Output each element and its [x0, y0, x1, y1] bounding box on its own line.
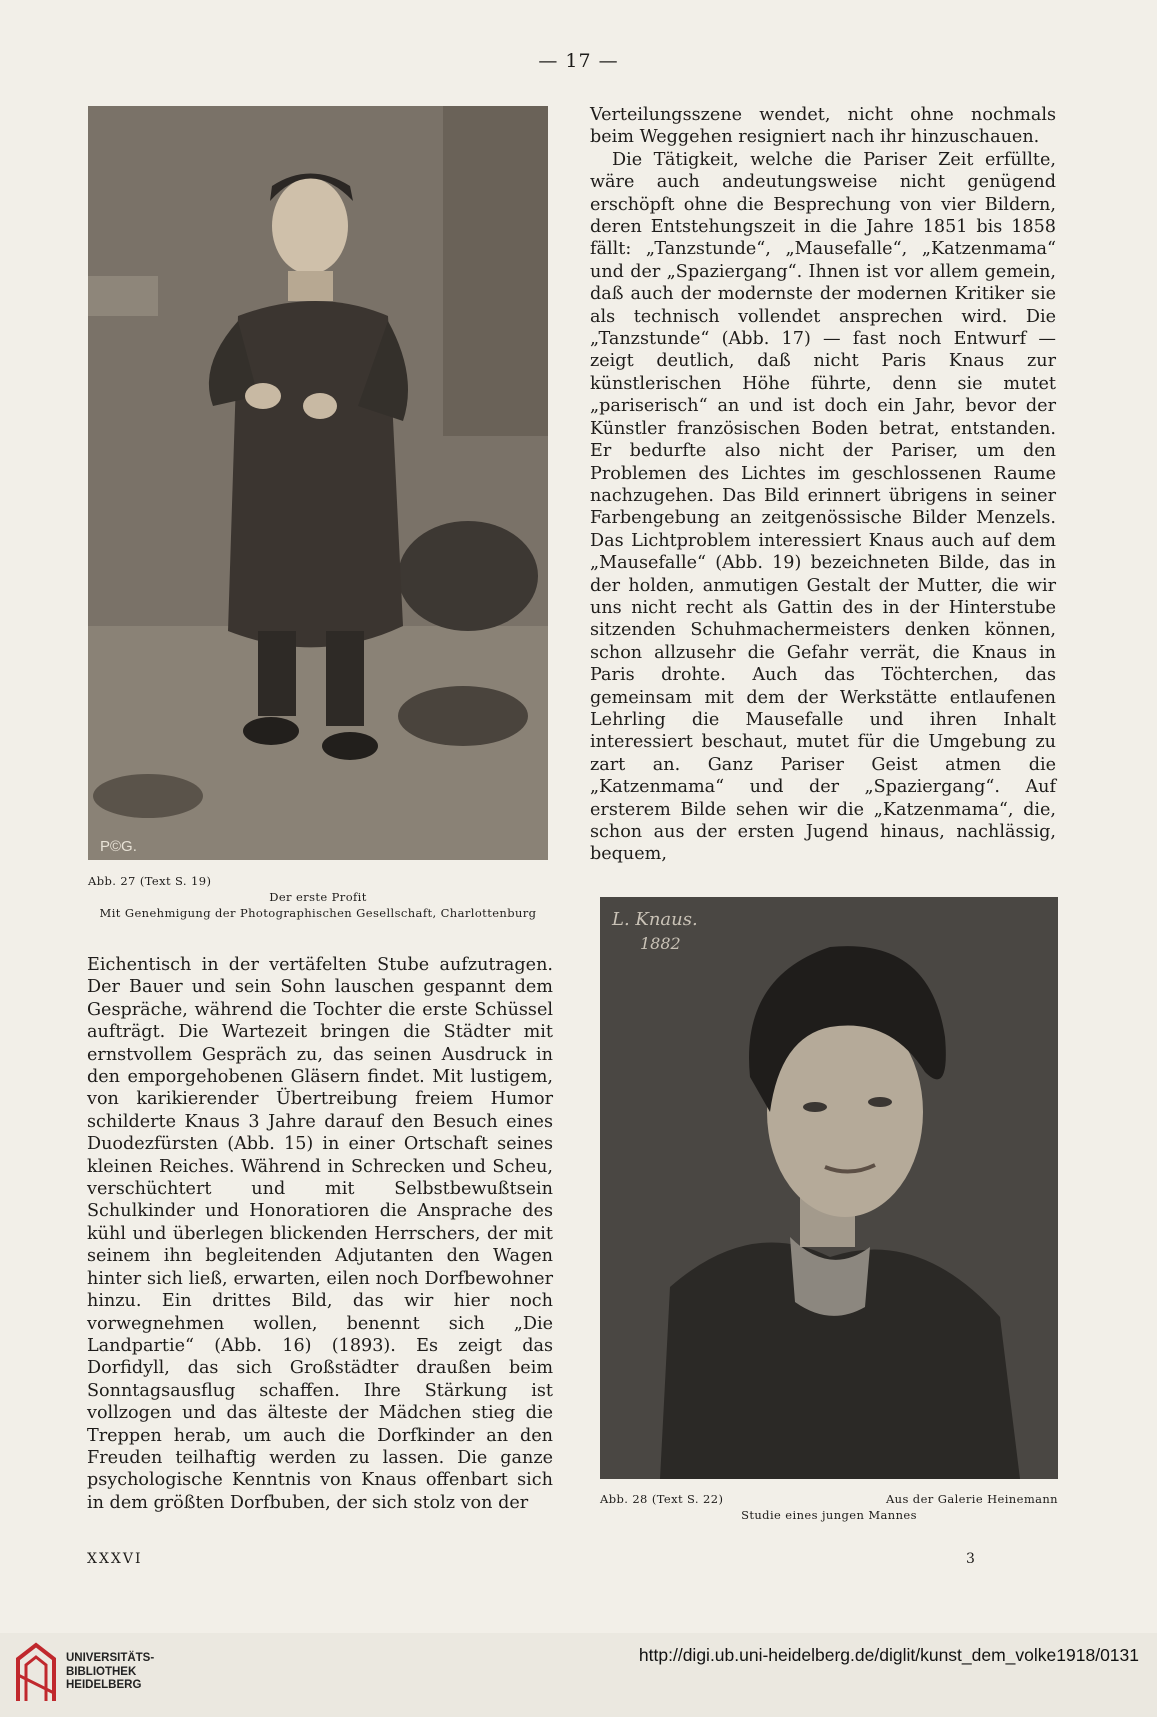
caption-figure-27: [88, 873, 548, 921]
caption-title-27: Der erste Profit: [269, 890, 367, 904]
inscription-name: L. Knaus.: [612, 909, 698, 930]
paragraph: Eichentisch in der vertäfelten Stube aufzutragen. Der Bauer und sein Sohn lauschen gespannt dem Gespräche, während die Tochter die erste Schüssel aufträgt. Die Wartezeit bringen die Städter mit ernstvollem Gespräch zu, das seinen Ausdruck in den emporgehobenen Gläsern findet. Mit lustigem, von karikierender Übertreibung freiem Humor schilderte Knaus 3 Jahre darauf den Besuch eines Duodezfürsten (Abb. 15) in einer Ortschaft seines kleinen Reiches. Während in Schrecken und Scheu, verschüchtert und mit Selbstbewußtsein Schulkinder und Honoratioren die Ansprache des kühl und überlegen blickenden Herrschers, der mit seinem ihn begleitenden Adjutanten den Wagen hinter sich ließ, erwarten, eilen noch Dorfbewohner hinzu. Ein drittes Bild, das wir hier noch vorwegnehmen wollen, benennt sich „Die Landpartie“ (Abb. 16) (1893). Es zeigt das Dorfidyll, das sich Großstädter draußen beim Sonntagsausflug schaffen. Ihre Stärkung ist vollzogen und das älteste der Mädchen stieg die Treppen herab, um auch die Dorfkinder an den Freuden teilhaftig werden zu lassen. Die ganze psychologische Kenntnis von Knaus offenbart sich in dem größten Dorfbuben, der sich stolz von der: [87, 955, 553, 1513]
caption-title-28: Studie eines jungen Mannes: [741, 1508, 917, 1522]
monogram-pog: P©G.: [100, 838, 137, 855]
page-number: — 17 —: [538, 50, 619, 72]
signature-mark: XXXVI: [87, 1551, 143, 1567]
text-column-left: [87, 954, 553, 1514]
paragraph: Die Tätigkeit, welche die Pariser Zeit erfüllte, wäre auch andeutungsweise nicht genügend erschöpft ohne die Besprechung von vier Bildern, deren Entstehungszeit in die Jahre 1851 bis 1858 fällt: „Tanzstunde“, „Mausefalle“, „Katzenmama“ und der „Spaziergang“. Ihnen ist vor allem gemein, daß auch der modernste der modernen Kritiker sie als technisch vollendet ansprechen wird. Die „Tanzstunde“ (Abb. 17) — fast noch Entwurf — zeigt deutlich, daß nicht Paris Knaus zur künstlerischen Höhe führte, denn sie mutet „pariserisch“ an und ist doch ein Jahr, bevor der Künstler französischen Boden betrat, entstanden. Er bedurfte also nicht der Pariser, um den Problemen des Lichtes im geschlossenen Raume nachzugehen. Das Bild erinnert übrigens in seiner Farbengebung an zeitgenössische Bilder Menzels. Das Lichtproblem interessiert Knaus auch auf dem „Mausefalle“ (Abb. 19) bezeichneten Bilde, das in der holden, anmutigen Gestalt der Mutter, die wir uns nicht recht als Gattin des in der Hinterstube sitzenden Schuhmachermeisters denken können, schon allzusehr die Gefahr verrät, die Knaus in Paris drohte. Auch das Töchterchen, das gemeinsam mit dem der Werkstätte entlaufenen Lehrling die Mausefalle und ihren Inhalt interessiert beschaut, mutet für die Umgebung zu zart an. Ganz Pariser Geist atmen die „Katzenmama“ und der „Spaziergang“. Auf ersterem Bilde sehen wir die „Katzenmama“, die, schon aus der ersten Jugend hinaus, nachlässig, bequem,: [590, 149, 1056, 865]
figure-studie-eines-jungen-mannes: [600, 897, 1058, 1479]
sheet-number: 3: [966, 1551, 975, 1567]
caption-credit-27: Mit Genehmigung der Photographischen Gesellschaft, Charlottenburg: [99, 906, 537, 920]
figure-der-erste-profit: [88, 106, 548, 860]
library-name-line: UNIVERSITÄTS-: [66, 1652, 155, 1664]
caption-figure-28: [600, 1491, 1058, 1523]
library-name[interactable]: [66, 1652, 154, 1693]
university-library-logo-icon[interactable]: [14, 1641, 58, 1705]
library-name-line: BIBLIOTHEK: [66, 1665, 137, 1678]
text-column-right: [590, 104, 1056, 866]
painting-boy-image: [88, 106, 548, 860]
caption-source-28: Aus der Galerie Heinemann: [885, 1492, 1058, 1506]
caption-ref-28: Abb. 28 (Text S. 22): [600, 1492, 724, 1506]
portrait-young-man-image: [600, 897, 1058, 1479]
paragraph: Verteilungsszene wendet, nicht ohne nochmals beim Weggehen resigniert nach ihr hinzuschauen.: [590, 105, 1056, 148]
caption-ref-27: Abb. 27 (Text S. 19): [88, 874, 212, 888]
library-name-line: HEIDELBERG: [66, 1679, 142, 1691]
source-url-link[interactable]: http://digi.ub.uni-heidelberg.de/diglit/kunst_dem_volke1918/0131: [638, 1645, 1139, 1665]
inscription-year: 1882: [640, 934, 681, 953]
